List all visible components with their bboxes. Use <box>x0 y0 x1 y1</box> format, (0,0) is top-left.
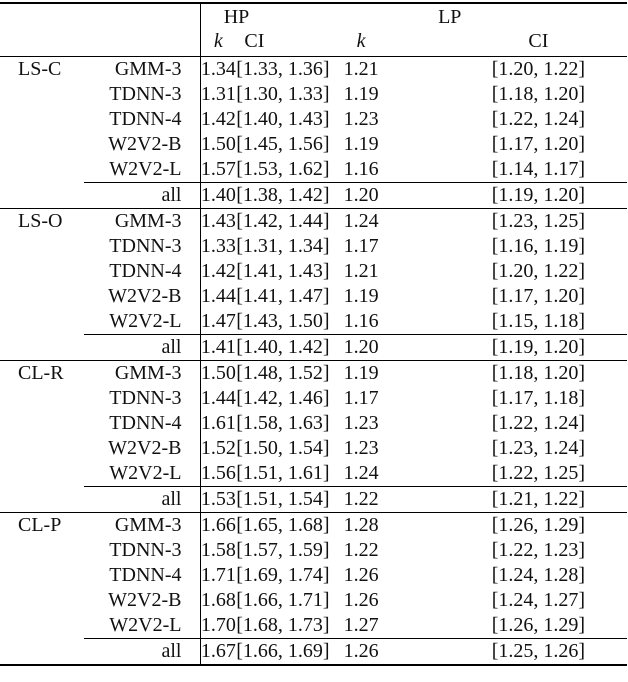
cell-hp-k: 1.58 <box>200 539 236 561</box>
cell-lp-ci: [1.23, 1.24] <box>491 437 586 459</box>
cell-lp-k: 1.22 <box>273 487 450 513</box>
cell-lp-k: 1.23 <box>343 437 379 459</box>
cell-lp-ci: [1.22, 1.24] <box>491 108 586 130</box>
cell-lp-ci: [1.19, 1.20] <box>450 335 627 361</box>
table-row <box>0 538 627 563</box>
cell-hp-ci: [1.51, 1.61] <box>236 462 330 484</box>
cell-dataset: CL-R <box>0 361 84 387</box>
cell-hp-ci: [1.65, 1.68] <box>236 514 330 536</box>
table-row <box>0 259 627 284</box>
cell-hp-k: 1.31 <box>200 83 236 105</box>
cell-model: all <box>84 335 200 361</box>
cell-dataset-empty <box>0 386 84 411</box>
table-row-all <box>0 487 627 513</box>
cell-model: W2V2-L <box>109 614 182 636</box>
cell-hp-k: 1.34 <box>200 58 236 80</box>
cell-dataset-empty <box>0 284 84 309</box>
cell-dataset-empty <box>0 613 84 639</box>
cell-hp-ci: [1.40, 1.43] <box>236 108 330 130</box>
header-empty-dataset <box>0 3 84 30</box>
cell-hp-k: 1.56 <box>200 461 236 487</box>
cell-lp-ci: [1.17, 1.18] <box>491 387 586 409</box>
cell-lp-k: 1.16 <box>343 158 379 180</box>
cell-lp-k: 1.22 <box>343 539 379 561</box>
cell-lp-ci: [1.21, 1.22] <box>450 487 627 513</box>
cell-hp-k: 1.57 <box>200 157 236 183</box>
cell-lp-k: 1.17 <box>343 387 379 409</box>
cell-model: W2V2-L <box>109 158 182 180</box>
cell-dataset-empty <box>0 538 84 563</box>
cell-dataset: LS-O <box>0 209 84 235</box>
cell-lp-ci: [1.23, 1.25] <box>450 209 627 235</box>
cell-hp-ci: [1.69, 1.74] <box>236 564 330 586</box>
cell-lp-k: 1.26 <box>273 639 450 666</box>
cell-model: W2V2-L <box>109 310 182 332</box>
cell-dataset-empty <box>0 588 84 613</box>
cell-lp-ci: [1.20, 1.22] <box>491 260 586 282</box>
cell-dataset-empty <box>0 563 84 588</box>
cell-lp-k: 1.19 <box>273 361 450 387</box>
cell-dataset: LS-C <box>0 57 84 83</box>
header-row-columns <box>0 30 627 57</box>
header-group-hp: HP <box>200 3 273 30</box>
cell-dataset-empty <box>0 436 84 461</box>
cell-hp-ci: [1.66, 1.69] <box>236 639 272 666</box>
cell-lp-ci: [1.14, 1.17] <box>491 158 586 180</box>
cell-lp-ci: [1.24, 1.28] <box>491 564 586 586</box>
cell-model: TDNN-3 <box>109 235 182 257</box>
cell-lp-ci: [1.26, 1.29] <box>491 614 586 636</box>
cell-lp-k: 1.20 <box>273 183 450 209</box>
table-row <box>0 284 627 309</box>
table-row <box>0 411 627 436</box>
table-row <box>0 209 627 235</box>
table-row <box>0 82 627 107</box>
cell-model: W2V2-B <box>108 285 182 307</box>
cell-hp-k: 1.53 <box>200 487 236 513</box>
cell-hp-k: 1.47 <box>200 309 236 335</box>
table-row <box>0 107 627 132</box>
cell-lp-ci: [1.19, 1.20] <box>450 183 627 209</box>
cell-lp-k: 1.24 <box>273 209 450 235</box>
cell-model: TDNN-4 <box>109 564 182 586</box>
cell-dataset-empty <box>0 309 84 335</box>
cell-hp-k: 1.67 <box>200 639 236 666</box>
header-empty-model <box>84 30 200 57</box>
cell-model: all <box>84 639 200 666</box>
cell-dataset-empty <box>0 157 84 183</box>
table-row-all <box>0 639 627 666</box>
cell-hp-ci: [1.42, 1.46] <box>236 387 330 409</box>
cell-dataset-empty <box>0 107 84 132</box>
cell-hp-k: 1.43 <box>200 210 236 232</box>
cell-hp-ci: [1.57, 1.59] <box>236 539 330 561</box>
cell-dataset-empty <box>0 411 84 436</box>
cell-lp-k: 1.21 <box>343 260 379 282</box>
cell-dataset-empty <box>0 82 84 107</box>
cell-lp-k: 1.19 <box>343 83 379 105</box>
cell-model: GMM-3 <box>84 513 200 539</box>
cell-hp-k: 1.50 <box>200 362 236 384</box>
cell-lp-k: 1.23 <box>343 108 379 130</box>
cell-model: GMM-3 <box>84 57 200 83</box>
cell-model: W2V2-L <box>109 462 182 484</box>
cell-model: TDNN-4 <box>109 260 182 282</box>
table-body <box>0 57 627 666</box>
table-row <box>0 132 627 157</box>
cell-model: W2V2-B <box>108 437 182 459</box>
cell-hp-ci: [1.58, 1.63] <box>236 412 330 434</box>
cell-hp-ci: [1.68, 1.73] <box>236 614 330 636</box>
cell-lp-ci: [1.22, 1.24] <box>491 412 586 434</box>
table-row <box>0 563 627 588</box>
table-row <box>0 57 627 83</box>
cell-lp-k: 1.16 <box>343 310 379 332</box>
cell-hp-ci: [1.66, 1.71] <box>236 589 330 611</box>
cell-model: TDNN-4 <box>109 108 182 130</box>
table-row <box>0 386 627 411</box>
header-row-groups <box>0 3 627 30</box>
cell-hp-k: 1.40 <box>200 183 236 209</box>
cell-lp-ci: [1.17, 1.20] <box>491 285 586 307</box>
table-row <box>0 361 627 387</box>
cell-lp-k: 1.17 <box>343 235 379 257</box>
cell-hp-ci: [1.48, 1.52] <box>236 362 330 384</box>
table-row <box>0 461 627 487</box>
table-row-all <box>0 183 627 209</box>
header-lp-ci: CI <box>528 30 549 52</box>
cell-lp-k: 1.26 <box>343 589 379 611</box>
cell-dataset-empty <box>0 259 84 284</box>
cell-dataset-empty <box>0 639 84 666</box>
cell-hp-ci: [1.42, 1.44] <box>236 210 330 232</box>
cell-lp-ci: [1.24, 1.27] <box>491 589 586 611</box>
cell-dataset-empty <box>0 183 84 209</box>
cell-lp-ci: [1.22, 1.25] <box>491 462 586 484</box>
cell-dataset-empty <box>0 335 84 361</box>
cell-model: TDNN-3 <box>109 387 182 409</box>
cell-lp-k: 1.19 <box>343 133 379 155</box>
cell-hp-k: 1.50 <box>200 133 236 155</box>
cell-hp-ci: [1.45, 1.56] <box>236 133 330 155</box>
cell-lp-k: 1.19 <box>343 285 379 307</box>
cell-hp-k: 1.68 <box>200 589 236 611</box>
cell-hp-k: 1.66 <box>200 514 236 536</box>
header-group-lp: LP <box>273 3 628 30</box>
cell-lp-ci: [1.22, 1.23] <box>491 539 586 561</box>
cell-hp-ci: [1.30, 1.33] <box>236 83 330 105</box>
cell-hp-ci: [1.31, 1.34] <box>236 235 330 257</box>
cell-hp-ci: [1.51, 1.54] <box>236 487 272 513</box>
cell-lp-ci: [1.17, 1.20] <box>491 133 586 155</box>
cell-model: TDNN-3 <box>109 83 182 105</box>
cell-model: W2V2-B <box>108 133 182 155</box>
cell-hp-k: 1.71 <box>200 564 236 586</box>
cell-hp-k: 1.42 <box>200 260 236 282</box>
cell-lp-ci: [1.26, 1.29] <box>450 513 627 539</box>
cell-model: TDNN-4 <box>109 412 182 434</box>
header-hp-k: k <box>200 30 236 57</box>
cell-lp-k: 1.20 <box>273 335 450 361</box>
cell-model: all <box>84 487 200 513</box>
cell-lp-ci: [1.20, 1.22] <box>450 57 627 83</box>
cell-hp-k: 1.33 <box>200 235 236 257</box>
cell-dataset-empty <box>0 234 84 259</box>
cell-dataset-empty <box>0 132 84 157</box>
cell-model: GMM-3 <box>84 361 200 387</box>
cell-hp-ci: [1.43, 1.50] <box>236 310 330 332</box>
table-row <box>0 513 627 539</box>
cell-hp-k: 1.61 <box>200 412 236 434</box>
cell-lp-k: 1.24 <box>343 462 379 484</box>
table-row <box>0 234 627 259</box>
cell-hp-ci: [1.53, 1.62] <box>236 158 330 180</box>
cell-model: all <box>84 183 200 209</box>
cell-dataset: CL-P <box>0 513 84 539</box>
cell-hp-ci: [1.41, 1.43] <box>236 260 330 282</box>
table-row <box>0 613 627 639</box>
cell-lp-ci: [1.16, 1.19] <box>491 235 586 257</box>
cell-hp-ci: [1.41, 1.47] <box>236 285 330 307</box>
cell-lp-k: 1.28 <box>273 513 450 539</box>
table-row-all <box>0 335 627 361</box>
header-empty-dataset <box>0 30 84 57</box>
cell-model: W2V2-B <box>108 589 182 611</box>
cell-model: GMM-3 <box>84 209 200 235</box>
cell-lp-k: 1.27 <box>343 614 379 636</box>
cell-dataset-empty <box>0 461 84 487</box>
cell-hp-k: 1.70 <box>200 613 236 639</box>
cell-lp-ci: [1.18, 1.20] <box>491 83 586 105</box>
cell-lp-ci: [1.15, 1.18] <box>491 310 586 332</box>
cell-lp-k: 1.21 <box>273 57 450 83</box>
table-row <box>0 157 627 183</box>
table-row <box>0 588 627 613</box>
results-table <box>0 2 627 666</box>
cell-hp-ci: [1.33, 1.36] <box>236 58 330 80</box>
cell-hp-k: 1.42 <box>200 108 236 130</box>
table-row <box>0 436 627 461</box>
cell-model: TDNN-3 <box>109 539 182 561</box>
cell-hp-k: 1.44 <box>200 387 236 409</box>
header-empty-model <box>84 3 200 30</box>
cell-lp-k: 1.26 <box>343 564 379 586</box>
cell-hp-ci: [1.50, 1.54] <box>236 437 330 459</box>
cell-lp-ci: [1.18, 1.20] <box>450 361 627 387</box>
cell-hp-ci: [1.40, 1.42] <box>236 335 272 361</box>
cell-hp-ci: [1.38, 1.42] <box>236 183 272 209</box>
cell-hp-k: 1.41 <box>200 335 236 361</box>
header-lp-k: k <box>356 30 366 52</box>
cell-lp-ci: [1.25, 1.26] <box>450 639 627 666</box>
cell-dataset-empty <box>0 487 84 513</box>
table-row <box>0 309 627 335</box>
cell-lp-k: 1.23 <box>343 412 379 434</box>
header-hp-ci: CI <box>244 30 265 52</box>
cell-hp-k: 1.52 <box>200 437 236 459</box>
cell-hp-k: 1.44 <box>200 285 236 307</box>
